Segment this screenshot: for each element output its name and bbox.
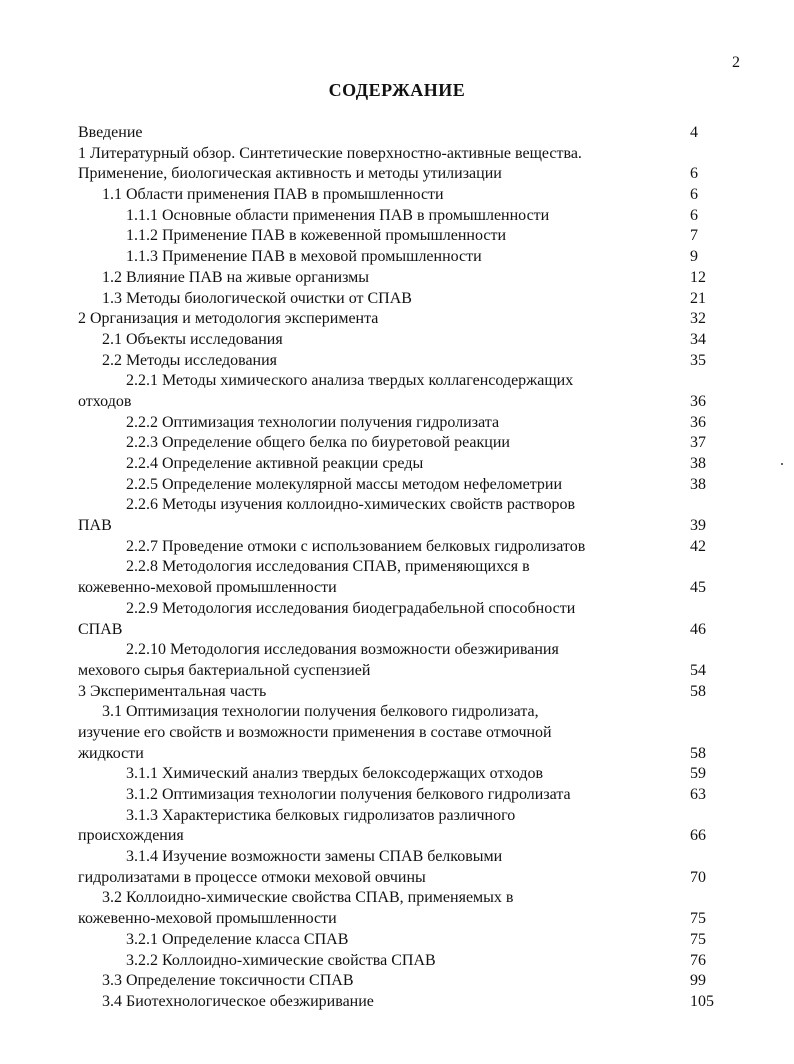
toc-entry-text: 2.2.8 Методология исследования СПАВ, применяющихся в	[126, 558, 530, 576]
toc-entry-text: 3.2.2 Коллоидно-химические свойства СПАВ	[126, 951, 436, 969]
toc-entry-page: 99	[690, 972, 706, 990]
toc-entry-text: происхождения	[78, 827, 184, 845]
toc-entry	[78, 206, 728, 227]
toc-entry-text: кожевенно-меховой промышленности	[78, 579, 337, 597]
toc-entry-text: 2.2.5 Определение молекулярной массы методом нефелометрии	[126, 475, 562, 493]
toc-entry-page: 58	[690, 744, 706, 762]
toc-entry-text: 2.1 Объекты исследования	[102, 330, 283, 348]
toc-entry-text: 2.2.7 Проведение отмоки с использованием белковых гидролизатов	[126, 537, 586, 555]
toc-entry	[78, 247, 728, 268]
toc-entry	[78, 309, 728, 330]
toc-entry-page: 46	[690, 620, 706, 638]
page-number: 2	[732, 54, 740, 71]
toc-entry-text: 2.2 Методы исследования	[102, 351, 278, 369]
toc-entry-line	[78, 330, 728, 351]
toc-entry-line	[78, 495, 728, 516]
toc-entry-line	[78, 516, 728, 537]
toc-entry	[78, 226, 728, 247]
toc-entry-text: мехового сырья бактериальной суспензией	[78, 661, 371, 679]
toc-entry-page: 45	[690, 579, 706, 597]
toc-entry	[78, 289, 728, 310]
toc-entry-line	[78, 620, 728, 641]
toc-entry	[78, 495, 728, 536]
toc-entry-text: СПАВ	[78, 620, 123, 638]
toc-entry-text: 2.2.10 Методология исследования возможности обезжиривания	[126, 641, 559, 659]
toc-entry-page: 6	[690, 206, 698, 224]
toc-entry	[78, 888, 728, 929]
toc-entry-text: 3.1.4 Изучение возможности замены СПАВ белковыми	[126, 848, 503, 866]
toc-entry-line	[78, 847, 728, 868]
toc-entry-line	[78, 247, 728, 268]
toc-entry-page: 38	[690, 455, 706, 472]
toc-entry-page: 32	[690, 310, 706, 328]
toc-entry	[78, 702, 728, 764]
toc-entry-page: 54	[690, 661, 706, 679]
toc-entry-line	[78, 868, 728, 889]
toc-entry	[78, 413, 728, 434]
toc-entry-page: 37	[690, 434, 706, 452]
toc-entry	[78, 599, 728, 640]
toc-entry-text: 3.2.1 Определение класса СПАВ	[126, 930, 349, 948]
page-title: СОДЕРЖАНИЕ	[328, 80, 466, 100]
toc-entry	[78, 971, 728, 992]
toc-entry-text: 1 Литературный обзор. Синтетические поверхностно-активные вещества.	[78, 144, 582, 162]
toc-entry-line	[78, 744, 728, 765]
table-of-contents	[78, 123, 728, 1013]
toc-entry-line	[78, 309, 728, 330]
toc-entry-page: 59	[690, 765, 706, 783]
toc-entry-line	[78, 413, 728, 434]
toc-entry	[78, 682, 728, 703]
toc-entry-page: 42	[690, 537, 706, 555]
toc-entry	[78, 930, 728, 951]
toc-entry-text: Введение	[78, 124, 143, 141]
toc-entry-text: 3.1.2 Оптимизация технологии получения белкового гидролизата	[126, 786, 571, 803]
toc-entry	[78, 475, 728, 496]
toc-entry-line	[78, 475, 728, 496]
toc-entry-text: 1.1.1 Основные области применения ПАВ в промышленности	[126, 206, 550, 224]
toc-entry-text: жидкости	[78, 744, 144, 762]
toc-entry-line	[78, 123, 728, 144]
toc-entry-line	[78, 992, 728, 1013]
toc-entry	[78, 537, 728, 558]
toc-entry-page: 9	[690, 248, 698, 266]
toc-entry-line	[78, 226, 728, 247]
toc-entry-text: 2.2.6 Методы изучения коллоидно-химических свойств растворов	[126, 496, 576, 514]
toc-entry-line	[78, 351, 728, 372]
toc-entry	[78, 992, 728, 1013]
toc-entry-line	[78, 682, 728, 703]
toc-entry-text: гидролизатами в процессе отмоки меховой овчины	[78, 868, 426, 886]
toc-entry-line	[78, 454, 728, 475]
toc-entry-page: 34	[690, 330, 706, 348]
toc-entry-line	[78, 785, 728, 806]
toc-entry-page: 58	[690, 682, 706, 700]
toc-entry-text: Применение, биологическая активность и методы утилизации	[78, 165, 502, 183]
toc-entry-page: 75	[690, 910, 706, 928]
toc-entry-line	[78, 661, 728, 682]
toc-entry-line	[78, 909, 728, 930]
toc-entry	[78, 185, 728, 206]
toc-entry-text: 3.1 Оптимизация технологии получения белкового гидролизата,	[102, 703, 539, 721]
toc-entry-text: 1.2 Влияние ПАВ на живые организмы	[102, 268, 370, 286]
toc-entry-line	[78, 806, 728, 827]
toc-entry	[78, 764, 728, 785]
toc-entry-page: 70	[690, 868, 706, 886]
toc-entry-page: 38	[690, 475, 706, 493]
toc-entry-text: отходов	[78, 392, 132, 410]
toc-entry-page: 12	[690, 268, 706, 286]
toc-entry	[78, 640, 728, 681]
toc-entry-line	[78, 764, 728, 785]
toc-entry-text: 1.3 Методы биологической очистки от СПАВ	[102, 289, 412, 307]
toc-entry-line	[78, 268, 728, 289]
toc-entry-text: 1.1.3 Применение ПАВ в меховой промышленности	[126, 248, 482, 266]
toc-entry-page: 105	[690, 992, 714, 1010]
toc-entry-line	[78, 433, 728, 454]
toc-entry-text: 3.1.3 Характеристика белковых гидролизатов различного	[126, 806, 516, 824]
toc-entry-line	[78, 599, 728, 620]
toc-entry-line	[78, 537, 728, 558]
toc-entry	[78, 330, 728, 351]
toc-entry-line	[78, 888, 728, 909]
toc-entry-text: 3 Экспериментальная часть	[78, 682, 267, 700]
toc-entry-text: 3.3 Определение токсичности СПАВ	[102, 972, 354, 990]
toc-entry-text: 2.2.2 Оптимизация технологии получения гидролизата	[126, 413, 500, 431]
toc-entry-line	[78, 371, 728, 392]
toc-entry-text: ПАВ	[78, 517, 112, 535]
toc-entry	[78, 557, 728, 598]
toc-entry-line	[78, 557, 728, 578]
toc-entry-text: кожевенно-меховой промышленности	[78, 910, 337, 928]
toc-entry-page: 21	[690, 289, 706, 307]
toc-entry	[78, 123, 728, 144]
toc-entry-text: 3.1.1 Химический анализ твердых белоксодержащих отходов	[126, 765, 544, 783]
toc-entry-text: 2.2.9 Методология исследования биодеградабельной способности	[126, 599, 576, 617]
toc-entry-page: 76	[690, 951, 706, 969]
toc-entry-line	[78, 640, 728, 661]
toc-entry-text: 2.2.3 Определение общего белка по биуретовой реакции	[126, 434, 510, 452]
toc-entry	[78, 806, 728, 847]
toc-entry-line	[78, 392, 728, 413]
toc-entry-line	[78, 289, 728, 310]
toc-entry-text: 3.2 Коллоидно-химические свойства СПАВ, применяемых в	[102, 889, 514, 907]
toc-entry-page: 66	[690, 827, 706, 845]
toc-entry-line	[78, 702, 728, 723]
toc-entry-page: 7	[690, 227, 698, 245]
toc-entry-line	[78, 144, 728, 165]
toc-entry	[78, 433, 728, 454]
toc-entry-text: 1.1.2 Применение ПАВ в кожевенной промышленности	[126, 227, 507, 245]
toc-entry-line	[78, 206, 728, 227]
toc-entry-page: 6	[690, 165, 698, 183]
toc-entry-page: 35	[690, 351, 706, 369]
toc-entry	[78, 951, 728, 972]
toc-entry-page: 39	[690, 517, 706, 535]
toc-entry-page: 63	[690, 786, 706, 803]
toc-entry	[78, 268, 728, 289]
toc-entry-text: 2.2.1 Методы химического анализа твердых коллагенсодержащих	[126, 372, 574, 390]
toc-entry-page: 4	[690, 124, 698, 141]
toc-entry-text: 2.2.4 Определение активной реакции среды	[126, 455, 424, 472]
toc-entry-text: 3.4 Биотехнологическое обезжиривание	[102, 992, 374, 1010]
toc-entry-text: 1.1 Области применения ПАВ в промышленности	[102, 186, 444, 204]
toc-entry-page: 75	[690, 930, 706, 948]
toc-entry	[78, 144, 728, 185]
toc-entry-text: изучение его свойств и возможности применения в составе отмочной	[78, 723, 552, 741]
toc-entry-line	[78, 971, 728, 992]
toc-entry-page: 6	[690, 186, 698, 204]
toc-entry-line	[78, 578, 728, 599]
toc-entry-line	[78, 930, 728, 951]
toc-entry-page: 36	[690, 413, 706, 431]
toc-entry-line	[78, 164, 728, 185]
toc-entry-line	[78, 826, 728, 847]
toc-entry-page: 36	[690, 392, 706, 410]
toc-entry	[78, 371, 728, 412]
toc-entry-line	[78, 951, 728, 972]
toc-entry-line	[78, 723, 728, 744]
toc-entry-text: 2 Организация и методология эксперимента	[78, 310, 379, 328]
toc-entry	[78, 454, 728, 475]
toc-entry	[78, 847, 728, 888]
toc-entry	[78, 351, 728, 372]
toc-entry	[78, 785, 728, 806]
toc-entry-line	[78, 185, 728, 206]
scan-speck	[781, 463, 783, 465]
